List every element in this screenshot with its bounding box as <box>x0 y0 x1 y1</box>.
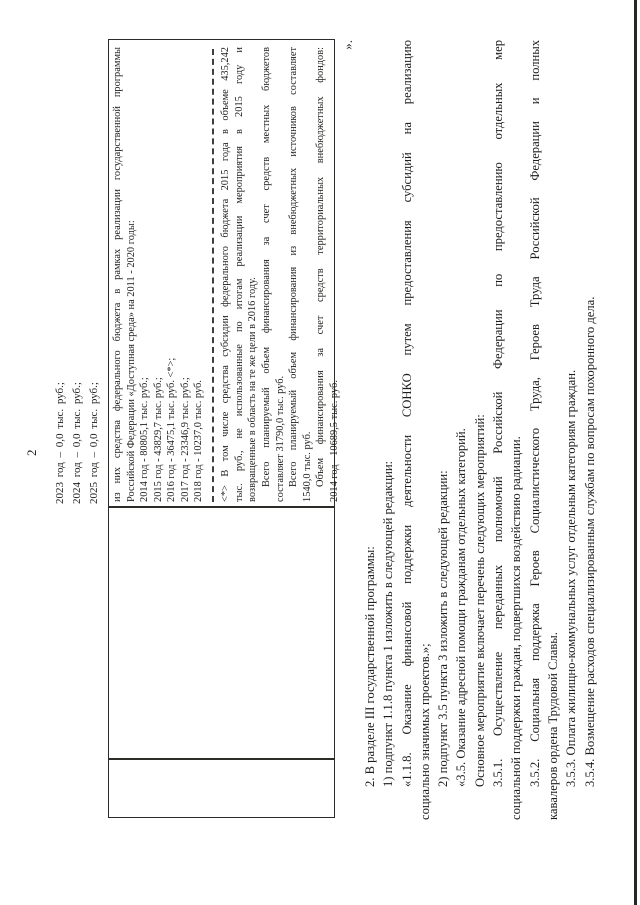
budget-line: 2023 год – 0,0 тыс. руб.; <box>54 382 66 504</box>
scan-edge-artifact <box>634 0 637 905</box>
finance-line: 2017 год - 23346,9 тыс. руб.; <box>179 377 191 502</box>
page-number: 2 <box>24 449 39 456</box>
finance-line: Объем финансирования за счет средств территориальных внебюджетных фондов: <box>315 47 327 487</box>
footnote-line: тыс. руб., не использованные по итогам реализации мероприятия в 2015 году и <box>233 47 245 502</box>
body-line: «1.1.8. Оказание финансовой поддержки деятельности СОНКО путем предоставления субсидий на реализацию <box>399 40 414 787</box>
body-line: 3.5.1. Осуществление переданных полномочий Российской Федерации по предоставлению отдельных мер <box>491 40 506 787</box>
finance-line: 2014 год - 10689,5 тыс. руб. <box>328 380 340 502</box>
finance-line: 2015 год - 43829,7 тыс. руб.; <box>152 377 164 502</box>
finance-line: из них средства федерального бюджета в рамках реализации государственной программы <box>112 47 123 502</box>
amendment-table <box>108 39 340 818</box>
finance-line: составляет 31790,0 тыс. руб. <box>274 375 286 502</box>
table-column-divider <box>109 507 334 509</box>
table-column-divider <box>109 759 334 761</box>
body-line: 3.5.3. Оплата жилищно-коммунальных услуг отдельным категориям граждан. <box>564 369 579 787</box>
footnote-separator <box>206 47 220 502</box>
finance-line: 2016 год - 36475,1 тыс. руб. <*>; <box>166 357 178 502</box>
finance-line: 2018 год - 10237,0 тыс. руб. <box>193 380 205 502</box>
body-line: 3.5.4. Возмещение расходов специализированным службам по вопросам похоронного дела. <box>582 296 597 787</box>
footnote-line: <*> В том числе средства субсидии федерального бюджета 2015 года в объеме 435,242 <box>220 47 232 502</box>
budget-line: 2024 год – 0,0 тыс. руб.; <box>71 382 83 504</box>
footnote-line: возвращенные в область на те же цели в 2016 году. <box>247 277 259 502</box>
financing-volumes-cell <box>111 47 340 502</box>
finance-line: Всего планируемый объем финансирования за счет средств местных бюджетов <box>261 47 273 487</box>
body-line: «3.5. Оказание адресной помощи гражданам отдельных категорий. <box>454 428 469 787</box>
body-line: 2) подпункт 3.5 пункта 3 изложить в следующей редакции: <box>436 470 451 787</box>
finance-line: Всего планируемый объем финансирования из внебюджетных источников составляет <box>288 47 300 487</box>
finance-line: Российской Федерации «Доступная среда» на 2011 - 2020 годы: <box>125 220 137 502</box>
amendment-paragraphs <box>361 40 599 820</box>
body-line: 3.5.2. Социальная поддержка Героев Социалистического Труда, Героев Труда Российской Федерации и полных <box>527 40 542 787</box>
body-line: кавалеров ордена Трудовой Славы. <box>545 632 560 820</box>
finance-line: 1540,0 тыс. руб. <box>301 431 313 502</box>
closing-quote-line: ». <box>340 40 355 50</box>
body-line: 1) подпункт 1.1.8 пункта 1 изложить в следующей редакции: <box>381 460 396 787</box>
body-line: социально значимых проектов.»; <box>417 643 432 820</box>
body-line: социальной поддержки граждан, подвергшихся воздействию радиации. <box>509 436 524 820</box>
budget-line: 2025 год – 0,0 тыс. руб.; <box>88 382 100 504</box>
pre-table-budget-lines <box>52 174 103 504</box>
body-line: 2. В разделе III государственной программы: <box>363 546 377 787</box>
body-line: Основное мероприятие включает перечень следующих мероприятий: <box>472 414 487 787</box>
finance-line: 2014 год - 80805,1 тыс. руб.; <box>139 377 151 502</box>
